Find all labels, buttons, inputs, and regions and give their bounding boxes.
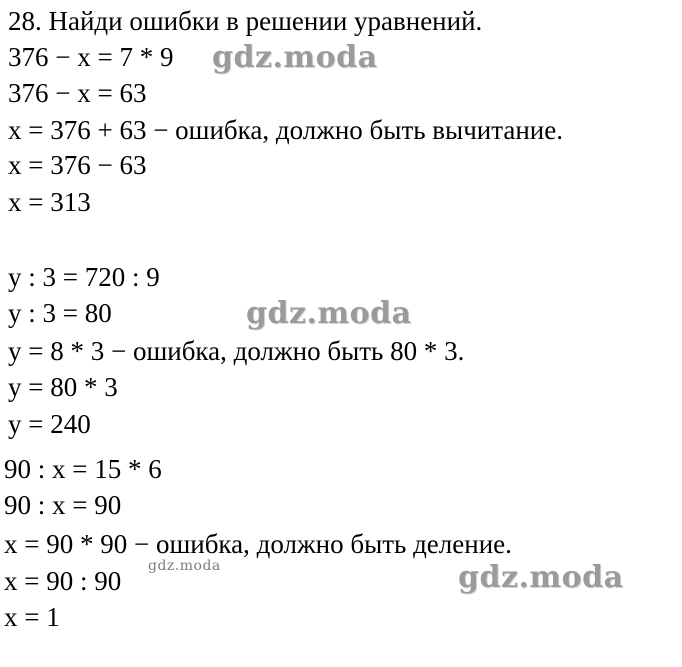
solution-line: y = 8 * 3 − ошибка, должно быть 80 * 3. — [8, 336, 465, 366]
solution-line: y = 80 * 3 — [8, 372, 118, 402]
watermark: gdz.moda — [246, 296, 412, 331]
watermark: gdz.moda — [212, 40, 378, 75]
watermark: gdz.moda — [148, 558, 221, 574]
solution-line: x = 90 : 90 — [4, 566, 122, 596]
solution-line: y : 3 = 720 : 9 — [8, 262, 160, 292]
solution-line: x = 313 — [8, 187, 91, 217]
solution-line: 376 − x = 63 — [8, 78, 147, 108]
solution-line: y = 240 — [8, 409, 91, 439]
solution-line: x = 90 * 90 − ошибка, должно быть деление. — [4, 529, 512, 559]
solution-line: x = 1 — [4, 602, 60, 632]
solution-line: 376 − x = 7 * 9 — [8, 42, 174, 72]
solution-line: y : 3 = 80 — [8, 298, 112, 328]
solution-line: x = 376 + 63 − ошибка, должно быть вычитание. — [8, 115, 563, 145]
solution-line: 90 : x = 90 — [4, 490, 122, 520]
exercise-title: 28. Найди ошибки в решении уравнений. — [8, 6, 483, 36]
watermark: gdz.moda — [458, 560, 624, 595]
solution-line: x = 376 − 63 — [8, 150, 147, 180]
solution-line: 90 : x = 15 * 6 — [4, 454, 162, 484]
